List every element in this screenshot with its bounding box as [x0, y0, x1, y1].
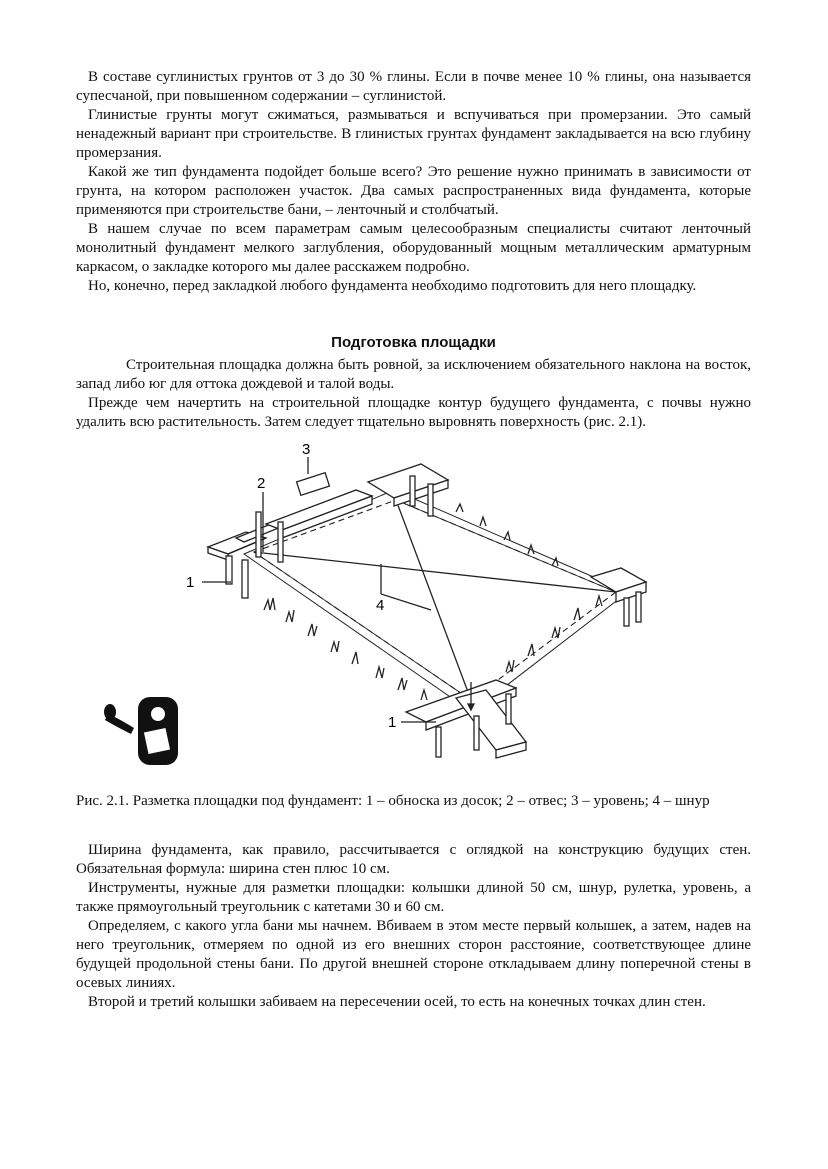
label-plumb: 2 — [257, 475, 266, 492]
paragraph: Инструменты, нужные для разметки площадки: колышки длиной 50 см, шнур, рулетка, уровень, а также прямоугольный треугольник с катетами 30 и 60 см. — [76, 880, 751, 915]
paragraph: Строительная площадка должна быть ровной, за исключением обязательного наклона на восток, запад либо юг для оттока дождевой и талой воды. — [76, 357, 751, 392]
section-title: Подготовка площадки — [331, 334, 496, 351]
paragraph: Какой же тип фундамента подойдет больше всего? Это решение нужно принимать в зависимости от грунта, на котором расположен участок. Два самых распространенных вида фундамента, которые применяются при строительстве бани, – ленточный и столбчатый. — [76, 164, 751, 218]
paragraph: Определяем, с какого угла бани мы начнем. Вбиваем в этом месте первый колышек, а затем, надев на него треугольник, отмеряем по одной из его внешних сторон расстояние, соответствующее длине будущей продольной стены бани. По другой внешней стороне откладываем длину поперечной стены в осевых линиях. — [76, 918, 751, 991]
figure-caption: Рис. 2.1. Разметка площадки под фундамент: 1 – обноска из досок; 2 – отвес; 3 – уровень; 4 – шнур — [76, 793, 710, 809]
document-page — [76, 68, 751, 1012]
paragraph: Но, конечно, перед закладкой любого фундамента необходимо подготовить для него площадку. — [88, 278, 697, 294]
figure-site-layout — [76, 442, 751, 792]
paragraph: В нашем случае по всем параметрам самым целесообразным специалисты считают ленточный монолитный фундамент мелкого заглубления, оборудованный мощным металлическим арматурным каркасом, о закладке которого мы далее расскажем подробно. — [76, 221, 751, 275]
hand-hammer-icon — [104, 697, 178, 765]
label-board-top: 1 — [186, 574, 195, 591]
label-level: 3 — [302, 442, 311, 458]
paragraph: В составе суглинистых грунтов от 3 до 30 % глины. Если в почве менее 10 % глины, она называется супесчаной, при повышенном содержании – суглинистой. — [76, 69, 751, 104]
site-layout-drawing — [76, 442, 751, 792]
paragraph: Прежде чем начертить на строительной площадке контур будущего фундамента, с почвы нужно удалить всю растительность. Затем следует тщательно выровнять поверхность (рис. 2.1). — [76, 395, 751, 430]
paragraph: Ширина фундамента, как правило, рассчитывается с оглядкой на конструкцию будущих стен. Обязательная формула: ширина стен плюс 10 см. — [76, 842, 751, 877]
label-board-bottom: 1 — [388, 714, 397, 731]
paragraph: Второй и третий колышки забиваем на пересечении осей, то есть на конечных точках длин стен. — [88, 994, 706, 1010]
label-cord: 4 — [376, 597, 385, 614]
paragraph: Глинистые грунты могут сжиматься, размываться и вспучиваться при промерзании. Это самый ненадежный вариант при строительстве. В глинистых грунтах фундамент закладывается на всю глубину промерзания. — [76, 107, 751, 161]
